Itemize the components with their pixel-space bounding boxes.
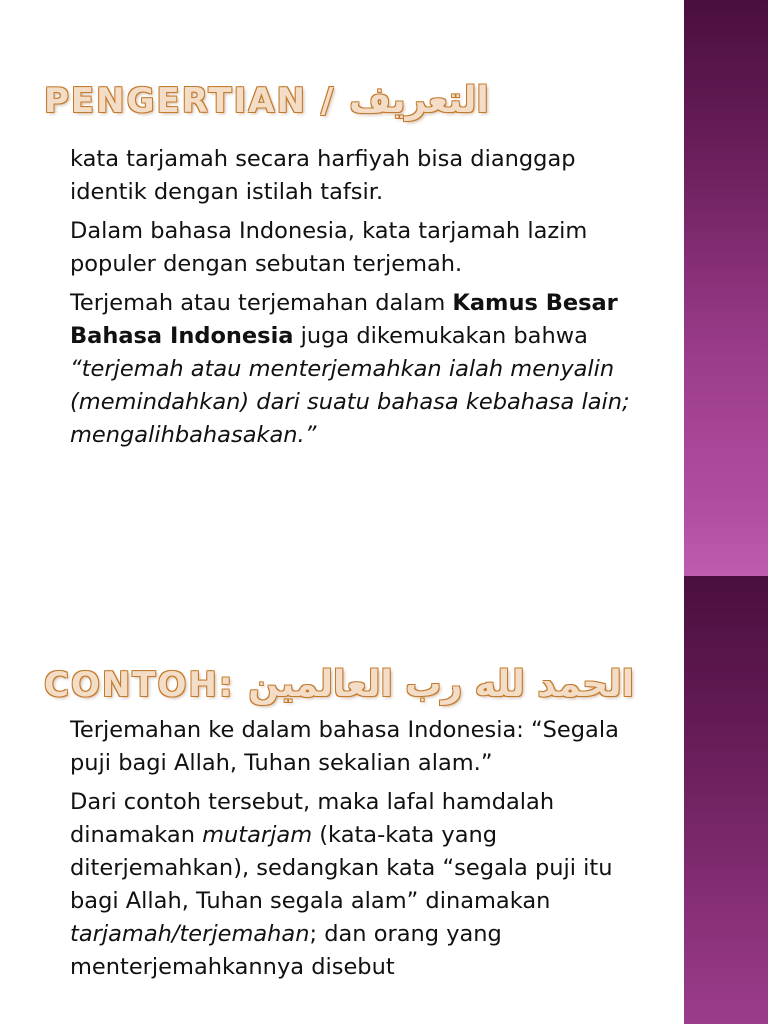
slide-title	[44, 664, 634, 705]
title-arabic: التعريف	[349, 80, 489, 121]
side-accent-bar	[684, 576, 768, 1024]
paragraph-1: Terjemahan ke dalam bahasa Indonesia: “Segala puji bagi Allah, Tuhan sekalian alam.”	[70, 717, 619, 776]
p2-start: Dari contoh tersebut, maka lafal hamdalah dinamakan	[70, 789, 555, 848]
p2-italic-mutarjam: mutarjam	[202, 822, 313, 848]
title-latin: CONTOH:	[44, 665, 249, 705]
p3-bold-kamus: Kamus Besar Bahasa Indonesia	[70, 290, 618, 349]
slide-body	[70, 714, 650, 990]
p2-italic-tarjamah: tarjamah/terjemahan	[70, 921, 310, 947]
side-accent-bar-gap	[684, 512, 768, 576]
p3-mid: juga dikemukakan bahwa	[293, 323, 588, 349]
paragraph-1: kata tarjamah secara harfiyah bisa dianggap identik dengan istilah tafsir.	[70, 146, 576, 205]
title-arabic: الحمد لله رب العالمين	[248, 664, 635, 705]
paragraph-2	[70, 786, 650, 984]
slide-gap	[0, 512, 768, 576]
side-accent-bar	[684, 0, 768, 512]
title-latin: PENGERTIAN /	[44, 81, 350, 121]
slide-body	[70, 143, 650, 458]
paragraph-3	[70, 287, 650, 452]
p3-start: Terjemah atau terjemahan dalam	[70, 290, 453, 316]
p2-end: ; dan orang yang menterjemahkannya disebut	[70, 921, 502, 980]
p3-quote: “terjemah atau menterjemahkan ialah menyalin (memindahkan) dari suatu bahasa kebahasa lain; mengalihbahasakan.”	[70, 356, 630, 448]
slide-contoh	[0, 576, 768, 1024]
slide-title	[44, 80, 489, 121]
p2-mid: (kata-kata yang diterjemahkan), sedangkan kata “segala puji itu bagi Allah, Tuhan segala alam” dinamakan	[70, 822, 613, 914]
paragraph-2: Dalam bahasa Indonesia, kata tarjamah lazim populer dengan sebutan terjemah.	[70, 218, 588, 277]
